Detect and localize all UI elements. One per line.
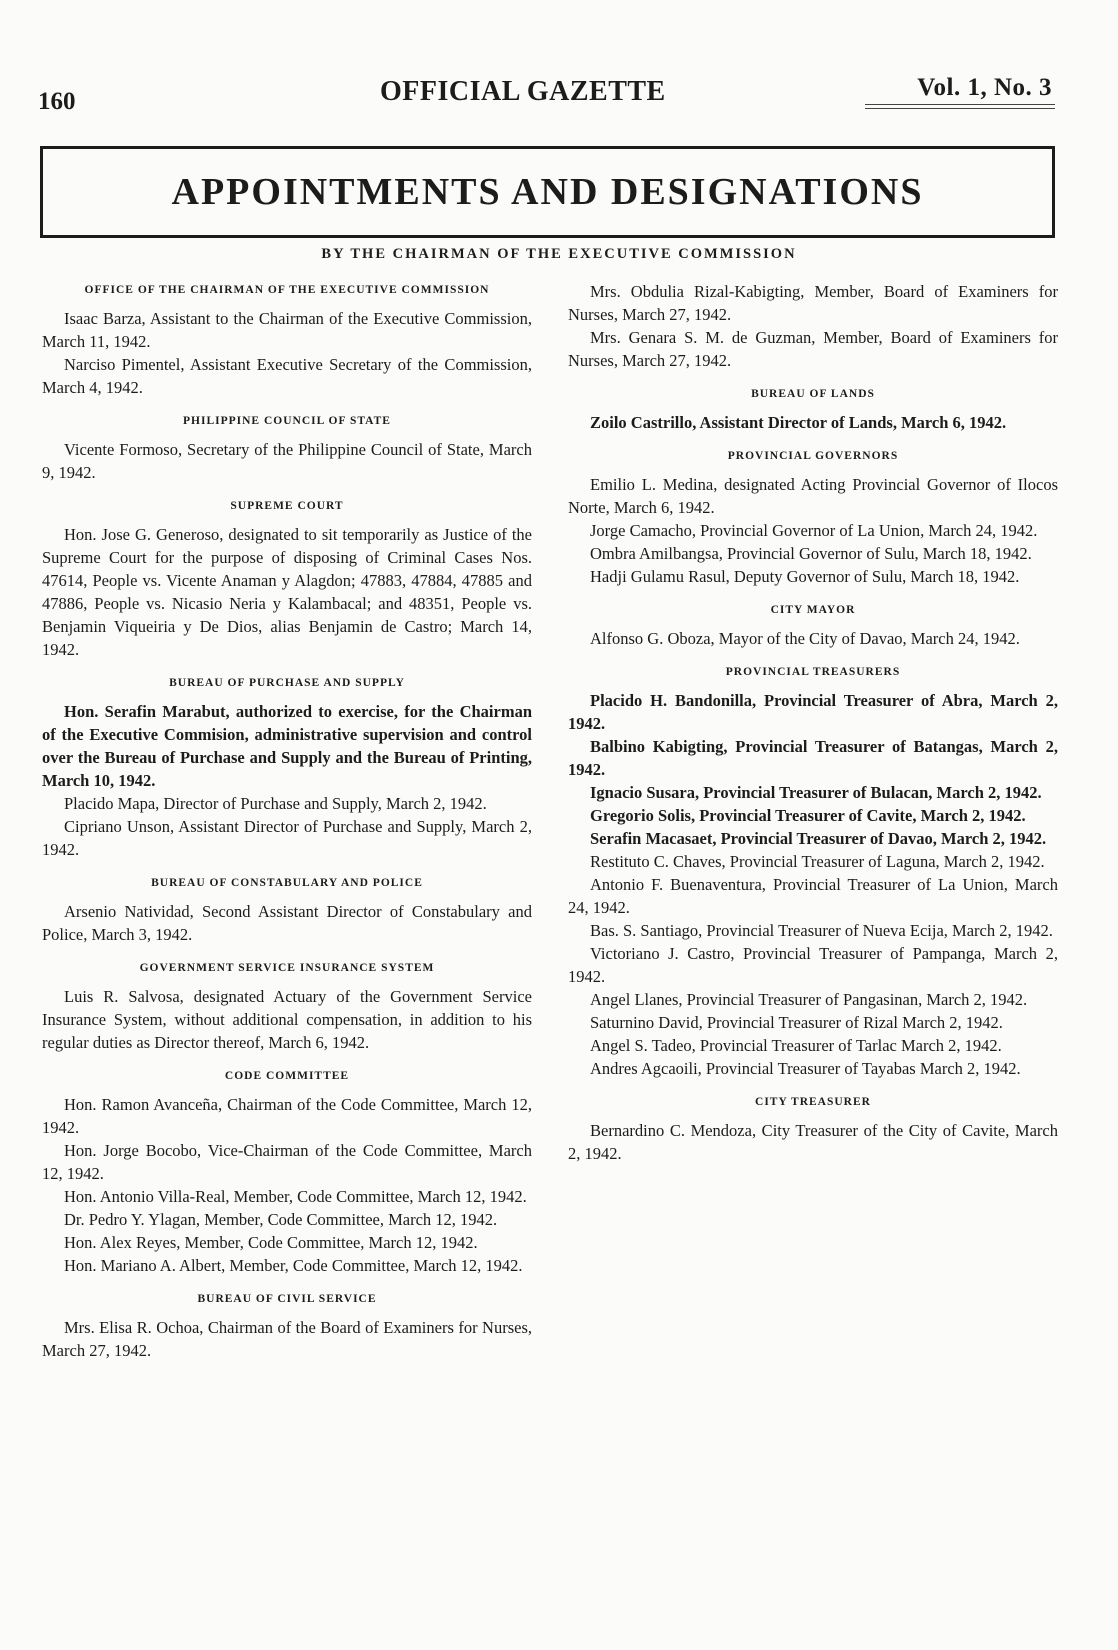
section-heading: GOVERNMENT SERVICE INSURANCE SYSTEM xyxy=(139,962,435,974)
appointment-entry: Arsenio Natividad, Second Assistant Director of Constabulary and Police, March 3, 1942. xyxy=(42,902,532,944)
appointment-entry: Andres Agcaoili, Provincial Treasurer of Tayabas March 2, 1942. xyxy=(590,1059,1021,1078)
appointment-entry: Narciso Pimentel, Assistant Executive Secretary of the Commission, March 4, 1942. xyxy=(42,355,532,397)
section-heading: BUREAU OF LANDS xyxy=(751,388,875,400)
section xyxy=(42,498,532,661)
appointment-entry: Dr. Pedro Y. Ylagan, Member, Code Committee, March 12, 1942. xyxy=(64,1210,498,1229)
appointment-entry: Placido Mapa, Director of Purchase and Supply, March 2, 1942. xyxy=(64,794,487,813)
appointment-entry: Hon. Serafin Marabut, authorized to exercise, for the Chairman of the Executive Commision, administrative supervision and control over the Bureau of Purchase and Supply and the Bureau of Printing, March 10, 1942. xyxy=(42,702,532,790)
appointment-entry: Gregorio Solis, Provincial Treasurer of Cavite, March 2, 1942. xyxy=(590,806,1026,825)
section xyxy=(42,413,532,484)
section xyxy=(568,386,1058,434)
appointment-entry: Hon. Ramon Avanceña, Chairman of the Code Committee, March 12, 1942. xyxy=(42,1095,532,1137)
section xyxy=(42,675,532,861)
appointment-entry: Hon. Jose G. Generoso, designated to sit temporarily as Justice of the Supreme Court for the purpose of disposing of Criminal Cases Nos. 47614, People vs. Vicente Anaman y Alagdon; 47883, 47884, 47885 and 47886, People vs. Nicasio Neria y Kalambacal; and 48351, People vs. Benjamin Viqueiria y De Dios, alias Benjamin de Castro; March 14, 1942. xyxy=(42,525,532,659)
appointment-entry: Ombra Amilbangsa, Provincial Governor of Sulu, March 18, 1942. xyxy=(590,544,1032,563)
header-rule xyxy=(865,108,1055,109)
appointment-entry: Cipriano Unson, Assistant Director of Purchase and Supply, March 2, 1942. xyxy=(42,817,532,859)
section xyxy=(42,1291,532,1362)
section xyxy=(42,875,532,946)
appointment-entry: Hon. Alex Reyes, Member, Code Committee, March 12, 1942. xyxy=(64,1233,478,1252)
appointment-entry: Saturnino David, Provincial Treasurer of Rizal March 2, 1942. xyxy=(590,1013,1003,1032)
right-column xyxy=(568,280,1058,1165)
section-heading: CITY TREASURER xyxy=(755,1096,871,1108)
volume-number: Vol. 1, No. 3 xyxy=(917,74,1052,101)
section-heading: CITY MAYOR xyxy=(770,604,856,616)
section-heading: BUREAU OF PURCHASE AND SUPPLY xyxy=(169,677,405,689)
appointment-entry: Alfonso G. Oboza, Mayor of the City of Davao, March 24, 1942. xyxy=(590,629,1020,648)
appointment-entry: Mrs. Elisa R. Ochoa, Chairman of the Board of Examiners for Nurses, March 27, 1942. xyxy=(42,1318,532,1360)
section-heading: PROVINCIAL GOVERNORS xyxy=(727,450,899,462)
section-heading: PROVINCIAL TREASURERS xyxy=(725,666,901,678)
appointment-entry: Restituto C. Chaves, Provincial Treasurer of Laguna, March 2, 1942. xyxy=(590,852,1045,871)
appointment-entry: Angel S. Tadeo, Provincial Treasurer of Tarlac March 2, 1942. xyxy=(590,1036,1002,1055)
appointment-entry: Zoilo Castrillo, Assistant Director of Lands, March 6, 1942. xyxy=(590,413,1007,432)
section xyxy=(42,960,532,1054)
appointment-entry: Luis R. Salvosa, designated Actuary of the Government Service Insurance System, without additional compensation, in addition to his regular duties as Director thereof, March 6, 1942. xyxy=(42,987,532,1052)
appointment-entry: Hon. Mariano A. Albert, Member, Code Committee, March 12, 1942. xyxy=(64,1256,523,1275)
appointment-entry: Mrs. Genara S. M. de Guzman, Member, Board of Examiners for Nurses, March 27, 1942. xyxy=(568,328,1058,370)
appointment-entry: Serafin Macasaet, Provincial Treasurer of Davao, March 2, 1942. xyxy=(590,829,1047,848)
page-number: 160 xyxy=(38,88,76,115)
appointment-entry: Bas. S. Santiago, Provincial Treasurer of Nueva Ecija, March 2, 1942. xyxy=(590,921,1053,940)
appointment-entry: Angel Llanes, Provincial Treasurer of Pangasinan, March 2, 1942. xyxy=(590,990,1028,1009)
section-heading: BUREAU OF CONSTABULARY AND POLICE xyxy=(151,877,423,889)
running-title: OFFICIAL GAZETTE xyxy=(380,76,666,107)
header-rule xyxy=(865,104,1055,105)
byline: BY THE CHAIRMAN OF THE EXECUTIVE COMMISSION xyxy=(321,246,797,262)
appointment-entry: Vicente Formoso, Secretary of the Philippine Council of State, March 9, 1942. xyxy=(42,440,532,482)
section xyxy=(568,280,1058,372)
left-column xyxy=(42,280,532,1362)
section-heading: SUPREME COURT xyxy=(230,500,344,512)
section xyxy=(568,1094,1058,1165)
section xyxy=(42,1068,532,1277)
appointment-entry: Mrs. Obdulia Rizal-Kabigting, Member, Board of Examiners for Nurses, March 27, 1942. xyxy=(568,282,1058,324)
appointment-entry: Ignacio Susara, Provincial Treasurer of Bulacan, March 2, 1942. xyxy=(590,783,1042,802)
appointment-entry: Antonio F. Buenaventura, Provincial Treasurer of La Union, March 24, 1942. xyxy=(568,875,1058,917)
section-heading: PHILIPPINE COUNCIL OF STATE xyxy=(183,415,391,427)
section xyxy=(568,664,1058,1080)
section xyxy=(568,602,1058,650)
section-heading: CODE COMMITTEE xyxy=(224,1070,350,1082)
title-box xyxy=(40,146,1055,238)
section-heading: BUREAU OF CIVIL SERVICE xyxy=(197,1293,377,1305)
section xyxy=(568,448,1058,588)
appointment-entry: Hadji Gulamu Rasul, Deputy Governor of Sulu, March 18, 1942. xyxy=(590,567,1020,586)
appointment-entry: Hon. Jorge Bocobo, Vice-Chairman of the Code Committee, March 12, 1942. xyxy=(42,1141,532,1183)
appointment-entry: Jorge Camacho, Provincial Governor of La Union, March 24, 1942. xyxy=(590,521,1038,540)
appointment-entry: Bernardino C. Mendoza, City Treasurer of the City of Cavite, March 2, 1942. xyxy=(568,1121,1058,1163)
appointment-entry: Emilio L. Medina, designated Acting Provincial Governor of Ilocos Norte, March 6, 1942. xyxy=(568,475,1058,517)
appointment-entry: Hon. Antonio Villa-Real, Member, Code Committee, March 12, 1942. xyxy=(64,1187,527,1206)
appointment-entry: Isaac Barza, Assistant to the Chairman of the Executive Commission, March 11, 1942. xyxy=(42,309,532,351)
section xyxy=(42,282,532,399)
appointment-entry: Balbino Kabigting, Provincial Treasurer of Batangas, March 2, 1942. xyxy=(568,737,1058,779)
page-title: APPOINTMENTS AND DESIGNATIONS xyxy=(171,171,924,213)
appointment-entry: Victoriano J. Castro, Provincial Treasurer of Pampanga, March 2, 1942. xyxy=(568,944,1058,986)
appointment-entry: Placido H. Bandonilla, Provincial Treasurer of Abra, March 2, 1942. xyxy=(568,691,1058,733)
section-heading: OFFICE OF THE CHAIRMAN OF THE EXECUTIVE COMMISSION xyxy=(84,284,490,296)
